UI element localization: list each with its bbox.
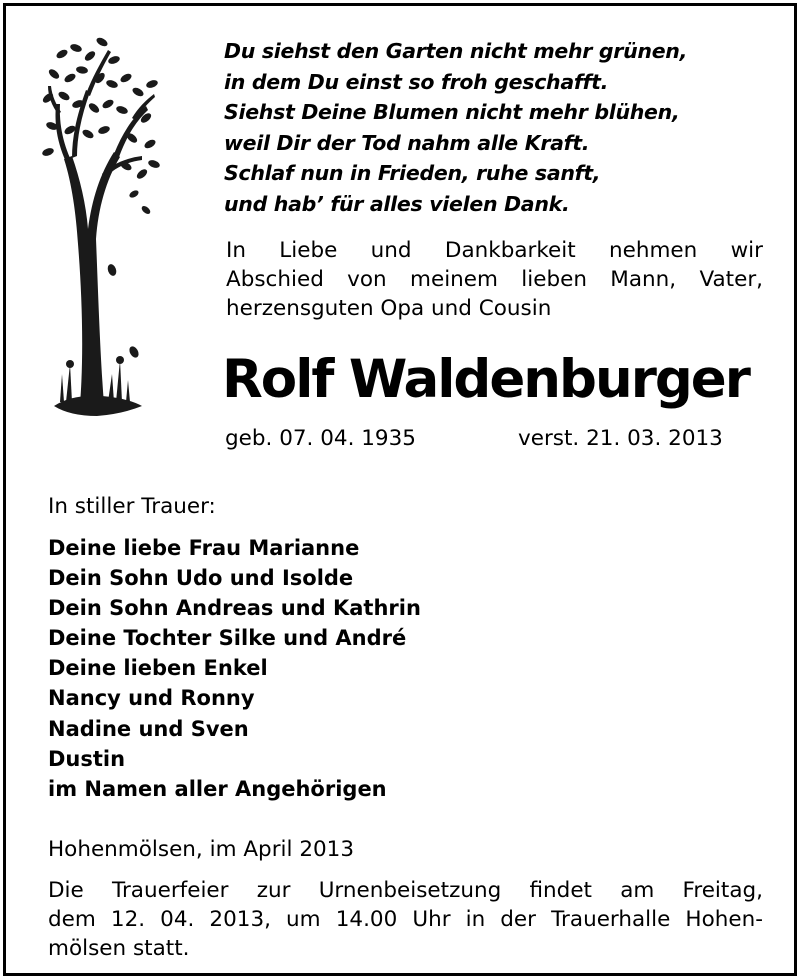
poem xyxy=(224,36,764,219)
death-date: verst. 21. 03. 2013 xyxy=(518,426,723,451)
poem-line: weil Dir der Tod nahm alle Kraft. xyxy=(224,130,590,155)
mourners-list xyxy=(48,533,421,804)
intro-line: Abschied von meinem lieben Mann, Vater, xyxy=(226,267,763,292)
mourner: Dein Sohn Andreas und Kathrin xyxy=(48,596,421,621)
mourner: Deine Tochter Silke und André xyxy=(48,626,407,651)
birth-date: geb. 07. 04. 1935 xyxy=(225,426,416,451)
funeral-notice xyxy=(48,876,763,963)
mourner: Nancy und Ronny xyxy=(48,686,255,711)
mourners-label: In stiller Trauer: xyxy=(48,494,216,519)
intro-line: In Liebe und Dankbarkeit nehmen wir xyxy=(226,238,763,263)
intro-line: herzensguten Opa und Cousin xyxy=(226,296,552,321)
poem-line: in dem Du einst so froh geschafft. xyxy=(224,69,609,94)
place-date: Hohenmölsen, im April 2013 xyxy=(48,837,355,862)
funeral-line: dem 12. 04. 2013, um 14.00 Uhr in der Trauerhalle Hohen- xyxy=(48,907,763,932)
tree-silhouette-icon xyxy=(42,34,162,434)
poem-line: Siehst Deine Blumen nicht mehr blühen, xyxy=(224,100,680,124)
poem-line: Schlaf nun in Frieden, ruhe sanft, xyxy=(224,161,601,185)
mourner: Dustin xyxy=(48,746,126,771)
funeral-line: Die Trauerfeier zur Urnenbeisetzung findet am Freitag, xyxy=(48,878,763,903)
mourner: Dein Sohn Udo und Isolde xyxy=(48,566,354,591)
mourner: Deine lieben Enkel xyxy=(48,656,268,681)
poem-line: Du siehst den Garten nicht mehr grünen, xyxy=(224,39,688,63)
deceased-name: Rolf Waldenburger xyxy=(222,349,749,410)
poem-line: und hab’ für alles vielen Dank. xyxy=(224,191,570,216)
mourner: Nadine und Sven xyxy=(48,716,249,741)
mourner: im Namen aller Angehörigen xyxy=(48,776,387,801)
funeral-line: mölsen statt. xyxy=(48,936,190,961)
mourner: Deine liebe Frau Marianne xyxy=(48,536,360,560)
intro-text xyxy=(226,236,763,323)
obituary-frame xyxy=(3,3,797,976)
